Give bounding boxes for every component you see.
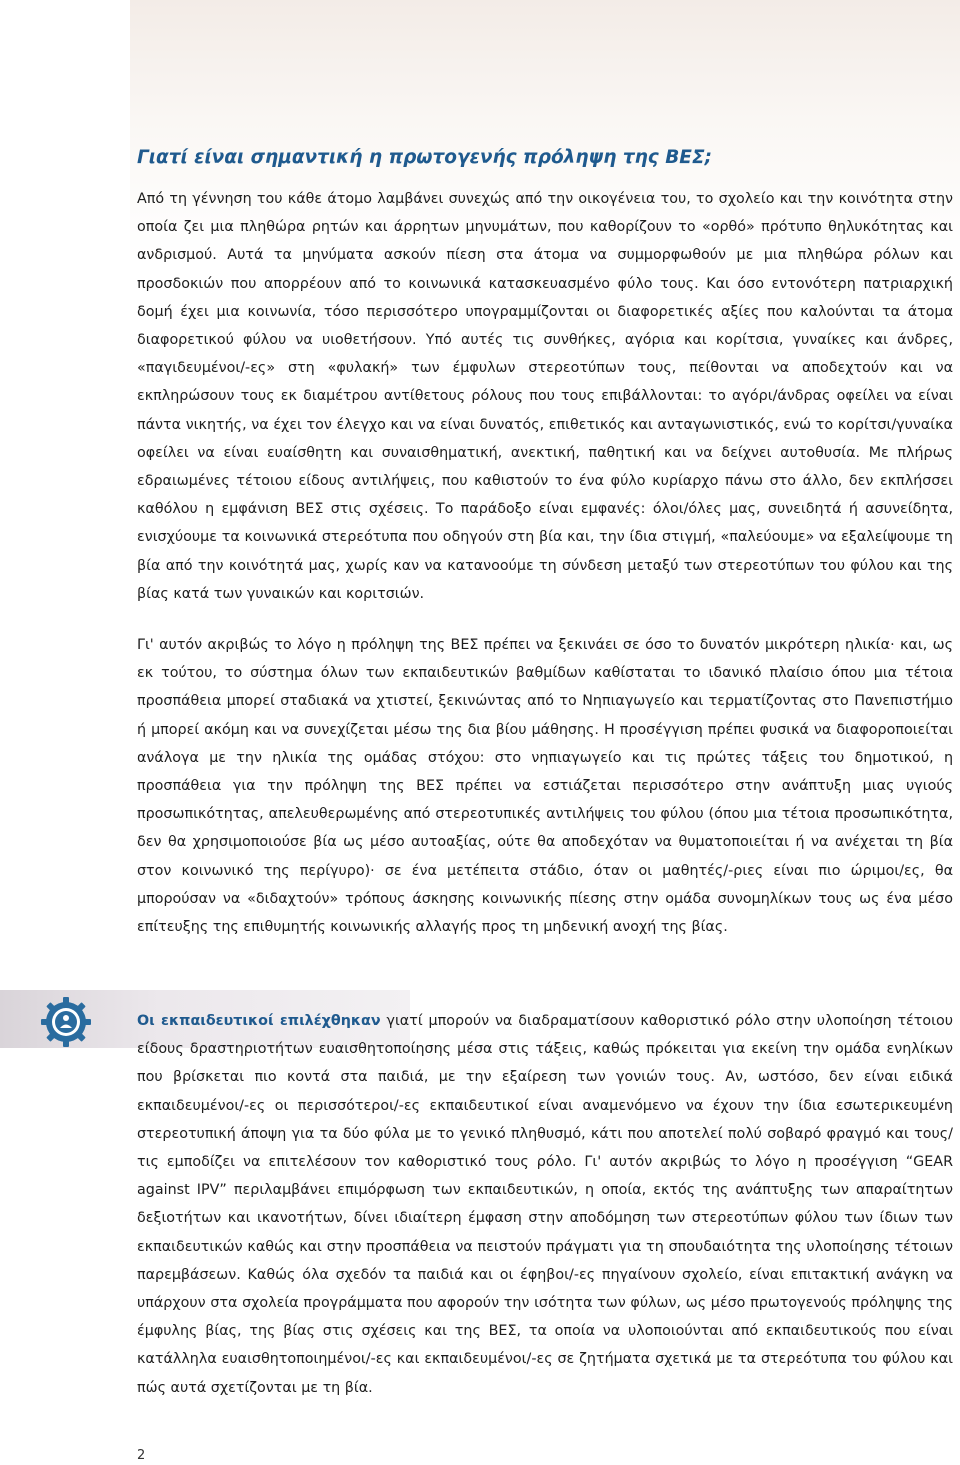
- paragraph-teachers: [137, 1007, 953, 1402]
- section-heading: Γιατί είναι σημαντική η πρωτογενής πρόληψη της ΒΕΣ;: [137, 147, 712, 168]
- teachers-paragraph-body: γιατί μπορούν να διαδραματίσουν καθοριστικό ρόλο στην υλοποίηση τέτοιου είδους δραστηριοτήτων ευαισθητοποίησης μέσα στις τάξεις, καθώς πρόκειται για εκείνη την ομάδα ενηλίκων που βρίσκεται πιο κοντά στα παιδιά, με την εξαίρεση των γονιών τους. Αν, ωστόσο, δεν είναι ειδικά εκπαιδευμένοι/-ες οι περισσότεροι/-ες εκπαιδευτικοί είναι αναμενόμενο να έχουν την ίδια εσωτερικευμένη στερεοτυπική άποψη για τα δύο φύλα με το γενικό πληθυσμό, κάτι που αποτελεί πολύ σοβαρό φραγμό και τους/τις εμποδίζει να επιτελέσουν τον καθοριστικό τους ρόλο. Γι' αυτόν ακριβώς το λόγο η προσέγγιση “GEAR against IPV” περιλαμβάνει επιμόρφωση των εκπαιδευτικών, η οποία, εκτός της ανάπτυξης των απαραίτητων δεξιοτήτων και ικανοτήτων, δίνει ιδιαίτερη έμφαση στην αποδόμηση των στερεοτύπων φύλου των ίδιων των εκπαιδευτικών καθώς και στην προσπάθεια να πειστούν πράγματι για τη σπουδαιότητα της υλοποίησης τέτοιων παρεμβάσεων. Καθώς όλα σχεδόν τα παιδιά και οι έφηβοι/-ες πηγαίνουν σχολείο, είναι επιτακτική ανάγκη να υπάρχουν στα σχολεία προγράμματα που αφορούν την ισότητα των φύλων, ως μέσο πρωτογενούς πρόληψης της έμφυλης βίας, της βίας στις σχέσεις και της ΒΕΣ, τα οποία να υλοποιούνται από εκπαιδευτικούς που είναι κατάλληλα ευαισθητοποιημένοι/-ες και εκπαιδευμένοι/-ες σε ζητήματα σχετικά με τα στερεότυπα του φύλου και πώς αυτά σχετίζονται με τη βία.: [137, 1013, 953, 1396]
- paragraph-prevention-age: Γι' αυτόν ακριβώς το λόγο η πρόληψη της ΒΕΣ πρέπει να ξεκινάει σε όσο το δυνατόν μικρότερη ηλικία· και, ως εκ τούτου, το σύστημα όλων των εκπαιδευτικών βαθμίδων καθίσταται το ιδανικό πλαίσιο όπου μια τέτοια προσπάθεια μπορεί σταδιακά να χτιστεί, ξεκινώντας από το Νηπιαγωγείο και τερματίζοντας στο Πανεπιστήμιο ή μπορεί ακόμη και να συνεχίζεται μέσω της δια βίου μάθησης. Η προσέγγιση πρέπει φυσικά να διαφοροποιείται ανάλογα με την ηλικία της ομάδας στόχου: στο νηπιαγωγείο και τις πρώτες τάξεις του δημοτικού, η προσπάθεια για την πρόληψη της ΒΕΣ πρέπει να εστιάζεται περισσότερο στην ανάπτυξη μιας υγιούς προσωπικότητας, απελευθερωμένης από στερεοτυπικές αντιλήψεις του φύλου (όπου μια τέτοια προσωπικότητα, δεν θα χρησιμοποιούσε βία ως μέσο αυτοαξίας, ούτε θα αποδεχόταν να θυματοποιείται ή να ανέχεται τη βία στον κοινωνικό της περίγυρο)· σε ένα μετέπειτα στάδιο, όταν οι μαθητές/-ριες είναι πιο ώριμοι/ες, θα μπορούσαν να «διδαχτούν» τρόπους άσκησης κοινωνικής πίεσης στην ομάδα συνομηλίκων τους ως ένα μέσο επίτευξης της επιθυμητής κοινωνικής αλλαγής προς τη μηδενική ανοχή της βίας.: [137, 637, 953, 936]
- page-number: 2: [137, 1448, 146, 1463]
- teachers-lead-phrase: Οι εκπαιδευτικοί επιλέχθηκαν: [137, 1013, 381, 1029]
- gear-logo-icon: [38, 994, 94, 1050]
- paragraph-stereotypes: Από τη γέννηση του κάθε άτομο λαμβάνει συνεχώς από την οικογένεια του, το σχολείο και την κοινότητα στην οποία ζει μια πληθώρα ρητών και άρρητων μηνυμάτων, που καθορίζουν το «ορθό» πρότυπο θηλυκότητας και ανδρισμού. Αυτά τα μηνύματα ασκούν πίεση στα άτομα να συμμορφωθούν με μια πληθώρα ρόλων και προσδοκιών που απορρέουν από το κοινωνικά κατασκευασμένο φύλο τους. Και όσο εντονότερη πατριαρχική δομή έχει μια κοινωνία, τόσο περισσότερο υπογραμμίζονται οι διαφορετικές αξίες που καλούνται τα άτομα διαφορετικού φύλου να υιοθετήσουν. Υπό αυτές τις συνθήκες, αγόρια και κορίτσια, γυναίκες και άνδρες, «παγιδευμένοι/-ες» στη «φυλακή» των έμφυλων στερεοτύπων τους, πείθονται να αποδεχτούν και να εκπληρώσουν τους εκ διαμέτρου αντίθετους ρόλους που τους επιβάλλονται: το αγόρι/άνδρας οφείλει να είναι πάντα νικητής, να έχει τον έλεγχο και να είναι δυνατός, επιθετικός και ανταγωνιστικός, ενώ το κορίτσι/γυναίκα οφείλει να είναι ευαίσθητη και συναισθηματική, ανεκτική, παθητική και να δείχνει αυτοθυσία. Με πλήρως εδραιωμένες τέτοιου είδους αντιλήψεις, που καθιστούν το ένα φύλο κυρίαρχο πάνω στο άλλο, δεν εκπλήσσει καθόλου η εμφάνιση ΒΕΣ στις σχέσεις. Το παράδοξο είναι εμφανές: όλοι/όλες μας, συνειδητά ή ασυνείδητα, ενισχύουμε τα κοινωνικά στερεότυπα που οδηγούν στη βία και, την ίδια στιγμή, «παλεύουμε» να εξαλείψουμε τη βία από την κοινότητά μας, χωρίς καν να κατανοούμε τη σύνδεση μεταξύ των στερεοτύπων του φύλου και της βίας κατά των γυναικών και κοριτσιών.: [137, 191, 953, 602]
